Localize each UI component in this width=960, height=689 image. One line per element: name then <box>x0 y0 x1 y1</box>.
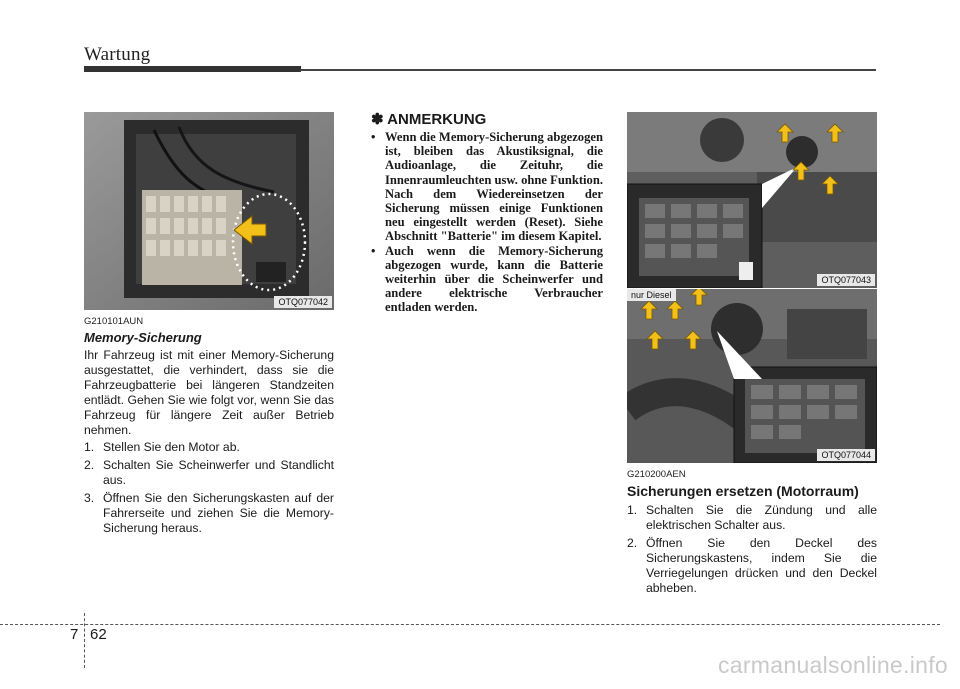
section-code: G210101AUN <box>84 316 144 327</box>
list-item <box>627 503 877 533</box>
procedure-steps <box>84 440 334 539</box>
header-rule-thin <box>300 69 876 71</box>
step-number: 1. <box>627 503 638 517</box>
image-label: OTQ077043 <box>817 274 875 286</box>
photo-engine-fuse-box-diesel <box>627 289 877 463</box>
page-number: 62 <box>90 626 107 643</box>
note-text: Wenn die Memory-Sicherung abgezogen ist, bleiben das Akustiksignal, die Audioanlage, die Zeituhr, die Innenraumleuchten usw. ohne Funktion. Nach dem Wiedereinsetzen der Sicherung müssen einige Funktionen neu eingestellt werden (Reset). Siehe Abschnitt "Batterie" im diesem Kapitel. <box>385 130 603 244</box>
section-code: G210200AEN <box>627 469 686 480</box>
list-item <box>371 244 603 315</box>
footer-vertical-divider <box>84 613 85 668</box>
step-text: Öffnen Sie den Deckel des Sicherungskastens, indem Sie die Verriegelungen drücken und den Deckel abheben. <box>646 536 877 595</box>
image-label: OTQ077042 <box>274 296 332 308</box>
note-title: ✽ ANMERKUNG <box>371 111 487 128</box>
subsection-title: Memory-Sicherung <box>84 330 202 345</box>
step-text: Öffnen Sie den Sicherungskasten auf der Fahrerseite und ziehen Sie die Memory-Sicherung heraus. <box>103 491 334 535</box>
step-text: Stellen Sie den Motor ab. <box>103 440 240 454</box>
image-tag: nur Diesel <box>627 289 676 301</box>
note-text: Auch wenn die Memory-Sicherung abgezogen wurde, kann die Batterie weiterhin über die Scheinwerfer und andere elektrische Verbraucher entladen werden. <box>385 243 603 315</box>
body-paragraph-text: Ihr Fahrzeug ist mit einer Memory-Sicherung ausgestattet, die verhindert, dass sie die Fahrzeugbatterie bei längeren Standzeiten entlädt. Gehen Sie wie folgt vor, wenn Sie das Fahrzeug für längere Zeit außer Betrieb nehmen. <box>84 348 334 437</box>
list-item <box>627 536 877 596</box>
step-text: Schalten Sie Scheinwerfer und Standlicht aus. <box>103 458 334 487</box>
step-number: 3. <box>84 491 95 505</box>
page-header-title: Wartung <box>84 44 151 65</box>
step-number: 2. <box>84 458 95 472</box>
header-rule-thick <box>84 66 301 72</box>
list-item <box>84 458 334 488</box>
footer-divider <box>0 624 940 625</box>
image-label: OTQ077044 <box>817 449 875 461</box>
watermark: carmanualsonline.info <box>717 652 948 678</box>
list-item <box>371 130 603 244</box>
chapter-number: 7 <box>70 626 79 643</box>
photo-engine-fuse-box <box>627 112 877 288</box>
bullet: • <box>371 243 376 258</box>
note-list <box>371 130 603 315</box>
step-number: 2. <box>627 536 638 550</box>
list-item <box>84 440 334 455</box>
list-item <box>84 491 334 536</box>
bullet: • <box>371 130 376 144</box>
procedure-steps <box>627 503 877 599</box>
body-paragraph <box>84 348 334 438</box>
section-title: Sicherungen ersetzen (Motorraum) <box>627 483 859 499</box>
step-number: 1. <box>84 440 95 454</box>
photo-interior-fuse-panel <box>84 112 334 310</box>
step-text: Schalten Sie die Zündung und alle elektrischen Schalter aus. <box>646 503 877 532</box>
